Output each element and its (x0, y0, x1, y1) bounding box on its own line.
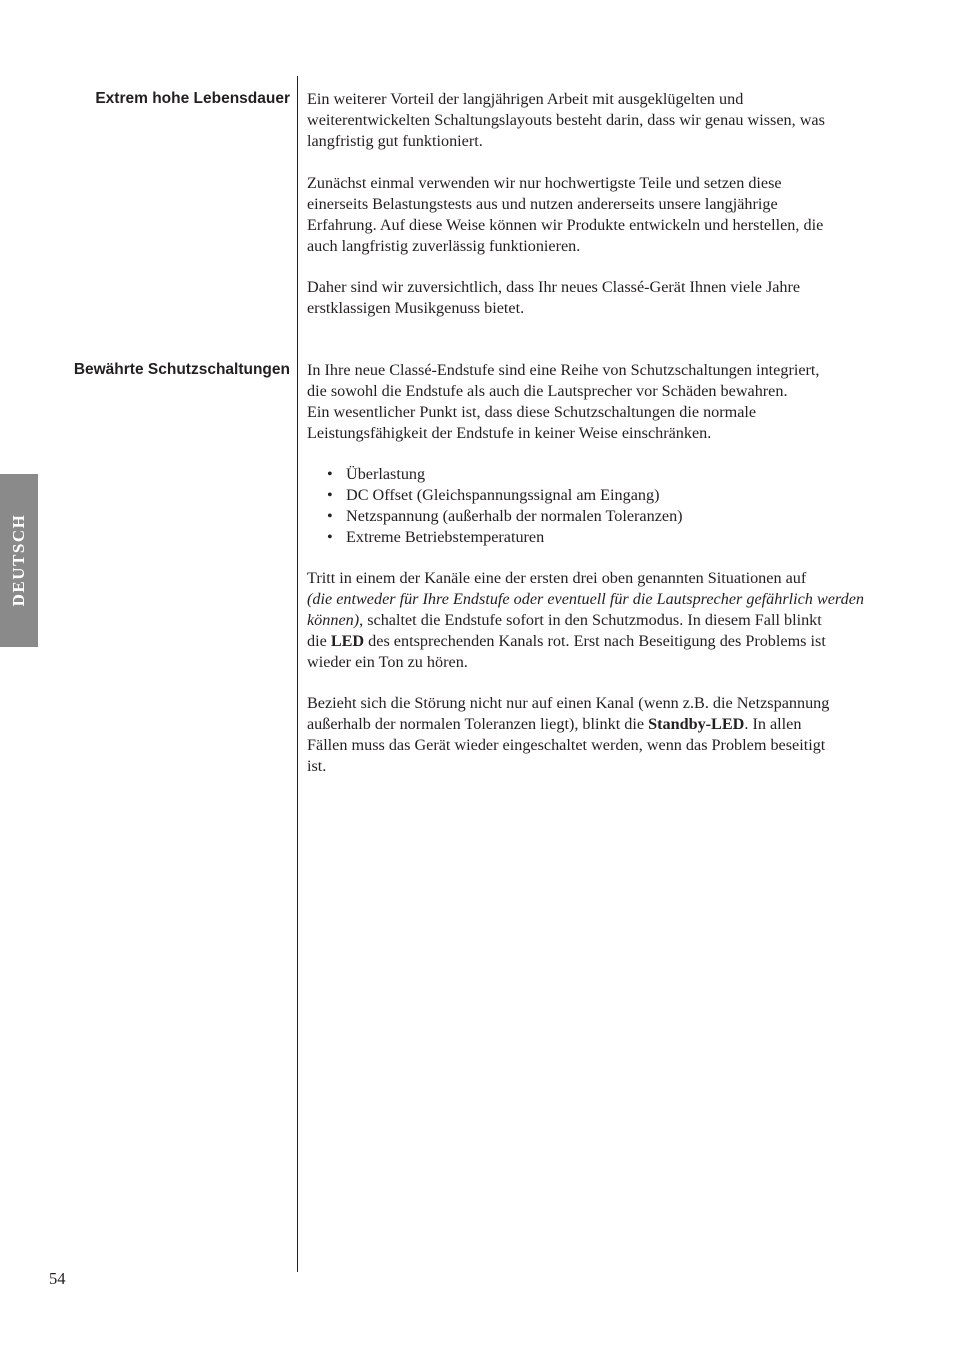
bold-text: Standby-LED (648, 715, 745, 733)
text-line: ist. (307, 757, 327, 775)
text-line (307, 610, 867, 631)
paragraph (307, 173, 867, 257)
paragraph (307, 277, 867, 319)
text-line: Daher sind wir zuversichtlich, dass Ihr neues Classé-Gerät Ihnen viele Jahre (307, 278, 801, 296)
section-body-protection-p2 (307, 568, 867, 673)
bullet-icon: • (327, 528, 333, 546)
section-heading-lifetime: Extrem hohe Lebensdauer (95, 90, 290, 107)
section-body-protection-intro (307, 360, 867, 444)
text-line: Leistungsfähigkeit der Endstufe in keiner Weise einschränken. (307, 424, 712, 442)
text-span: die (307, 632, 331, 650)
bullet-icon: • (327, 507, 333, 525)
text-line: Ein wesentlicher Punkt ist, dass diese Schutzschaltungen die normale (307, 403, 757, 421)
text-line: Bezieht sich die Störung nicht nur auf einen Kanal (wenn z.B. die Netzspannung (307, 694, 830, 712)
paragraph (307, 89, 867, 152)
paragraph (307, 693, 867, 777)
text-line: erstklassigen Musikgenuss bietet. (307, 299, 525, 317)
text-line: Ein weiterer Vorteil der langjährigen Arbeit mit ausgeklügelten und (307, 90, 744, 108)
section-body-lifetime-p3 (307, 277, 867, 319)
list-item (307, 464, 867, 485)
paragraph (307, 568, 867, 673)
protection-bullet-list (307, 464, 867, 548)
section-heading-protection: Bewährte Schutzschaltungen (73, 361, 290, 378)
bullet-icon: • (327, 465, 333, 483)
list-item-text: Überlastung (346, 465, 426, 483)
text-span: des entsprechenden Kanals rot. Erst nach Beseitigung des Problems ist (364, 632, 826, 650)
list-item (307, 527, 867, 548)
text-line: Tritt in einem der Kanäle eine der ersten drei oben genannten Situationen auf (307, 569, 807, 587)
section-body-lifetime-p2 (307, 173, 867, 257)
text-line (307, 589, 867, 610)
text-line: wieder ein Ton zu hören. (307, 653, 468, 671)
text-line: weiterentwickelten Schaltungslayouts besteht darin, dass wir genau wissen, was (307, 111, 825, 129)
language-tab-label: DEUTSCH (9, 513, 28, 607)
paragraph (307, 360, 867, 444)
text-line: In Ihre neue Classé-Endstufe sind eine Reihe von Schutzschaltungen integriert, (307, 361, 820, 379)
language-tab (0, 474, 38, 647)
bold-text: LED (330, 632, 365, 650)
list-item-text: DC Offset (Gleichspannungssignal am Eingang) (346, 486, 660, 504)
text-line: Zunächst einmal verwenden wir nur hochwertigste Teile und setzen diese (307, 174, 782, 192)
text-line: langfristig gut funktioniert. (307, 132, 483, 150)
text-line (307, 631, 867, 652)
text-line: auch langfristig zuverlässig funktionieren. (307, 237, 581, 255)
text-line: Erfahrung. Auf diese Weise können wir Produkte entwickeln und herstellen, die (307, 216, 824, 234)
list-item (307, 506, 867, 527)
italic-text: können) (307, 611, 360, 629)
bullet-icon: • (327, 486, 333, 504)
list-item-text: Extreme Betriebstemperaturen (346, 528, 545, 546)
column-divider (297, 76, 298, 1272)
section-body-protection-p3 (307, 693, 867, 777)
italic-text: (die entweder für Ihre Endstufe oder eventuell für die Lautsprecher gefährlich werden (307, 590, 864, 608)
text-span: außerhalb der normalen Toleranzen liegt), blinkt die (307, 715, 649, 733)
text-line: die sowohl die Endstufe als auch die Lautsprecher vor Schäden bewahren. (307, 382, 788, 400)
section-body-lifetime (307, 89, 867, 152)
text-line: Fällen muss das Gerät wieder eingeschaltet werden, wenn das Problem beseitigt (307, 736, 826, 754)
list-item (307, 485, 867, 506)
text-span: . In allen (744, 715, 802, 733)
text-line (307, 714, 867, 735)
page-number: 54 (49, 1269, 66, 1288)
text-line: einerseits Belastungstests aus und nutzen andererseits unsere langjährige (307, 195, 778, 213)
list-item-text: Netzspannung (außerhalb der normalen Toleranzen) (346, 507, 683, 525)
text-span: , schaltet die Endstufe sofort in den Schutzmodus. In diesem Fall blinkt (359, 611, 822, 629)
